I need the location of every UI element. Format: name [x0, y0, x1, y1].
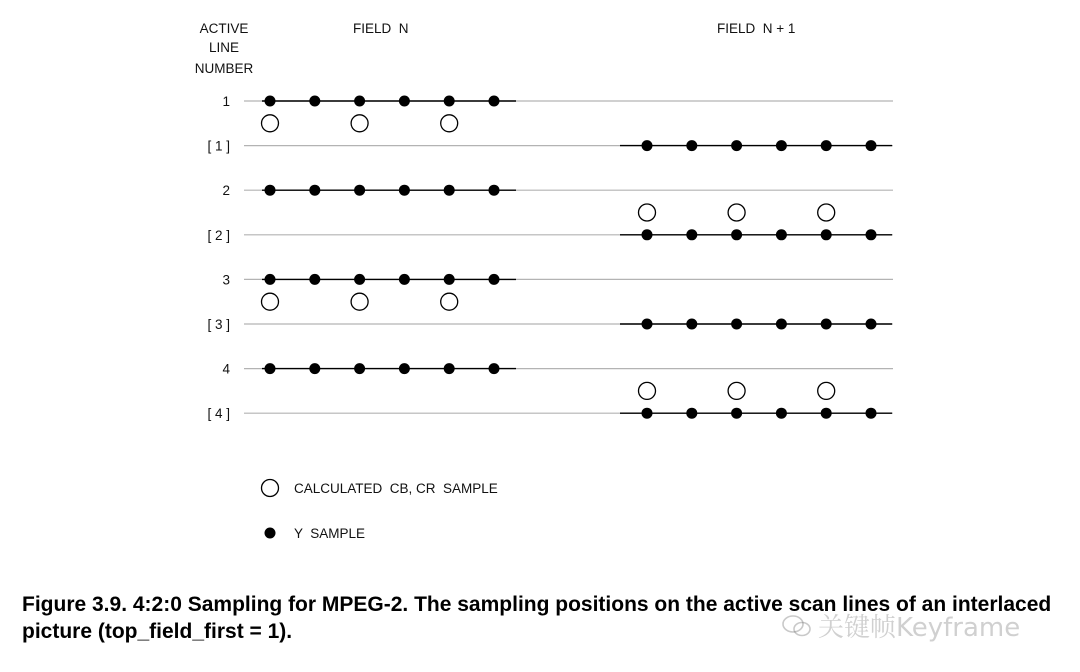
y-sample-dot	[354, 274, 365, 285]
line-number-label: [ 2 ]	[207, 227, 230, 243]
y-sample-dot	[354, 185, 365, 196]
y-sample-dot	[731, 229, 742, 240]
chroma-sample-circle	[351, 115, 368, 132]
y-sample-dot	[776, 319, 787, 330]
y-sample-dot	[399, 274, 410, 285]
y-sample-dot	[776, 140, 787, 151]
y-sample-dot	[265, 363, 276, 374]
y-sample-dot	[686, 408, 697, 419]
y-sample-dot	[642, 140, 653, 151]
chroma-sample-circle	[441, 115, 458, 132]
y-sample-dot	[866, 408, 877, 419]
y-sample-dot	[309, 96, 320, 107]
y-sample-dot	[686, 229, 697, 240]
y-sample-dot	[731, 408, 742, 419]
y-sample-dot	[821, 319, 832, 330]
y-sample-dot	[686, 319, 697, 330]
y-sample-dot	[642, 319, 653, 330]
chroma-sample-circle	[262, 293, 279, 310]
chroma-sample-circle	[351, 293, 368, 310]
y-sample-dot	[489, 96, 500, 107]
y-sample-dot	[444, 363, 455, 374]
y-sample-dot	[866, 140, 877, 151]
y-sample-dot	[399, 363, 410, 374]
y-sample-dot	[399, 96, 410, 107]
legend-luma-marker	[265, 528, 276, 539]
y-sample-dot	[444, 274, 455, 285]
active-line-number-header-2: LINE	[208, 40, 240, 55]
y-sample-dot	[309, 185, 320, 196]
y-sample-dot	[731, 140, 742, 151]
y-sample-dot	[444, 96, 455, 107]
y-sample-dot	[354, 363, 365, 374]
watermark-text: 关键帧Keyframe	[818, 613, 1021, 643]
legend-chroma-marker	[262, 480, 279, 497]
y-sample-dot	[354, 96, 365, 107]
y-sample-dot	[265, 185, 276, 196]
line-number-label: 4	[222, 361, 230, 377]
y-sample-dot	[489, 185, 500, 196]
field-n1-header: FIELD N + 1	[717, 21, 796, 36]
y-sample-dot	[265, 274, 276, 285]
chroma-sample-circle	[262, 115, 279, 132]
line-number-label: [ 4 ]	[207, 406, 230, 422]
chroma-sample-circle	[728, 204, 745, 221]
y-sample-dot	[821, 140, 832, 151]
y-sample-dot	[821, 229, 832, 240]
y-sample-dot	[776, 408, 787, 419]
chroma-sample-circle	[639, 382, 656, 399]
y-sample-dot	[776, 229, 787, 240]
y-sample-dot	[309, 363, 320, 374]
chroma-sample-circle	[728, 382, 745, 399]
y-sample-dot	[686, 140, 697, 151]
chroma-sample-circle	[639, 204, 656, 221]
chroma-sample-circle	[818, 382, 835, 399]
line-number-label: 2	[222, 183, 230, 199]
y-sample-dot	[866, 319, 877, 330]
watermark	[782, 607, 1020, 644]
y-sample-dot	[642, 229, 653, 240]
field-n-header: FIELD N	[353, 21, 409, 36]
y-sample-dot	[489, 274, 500, 285]
figure-caption: Figure 3.9. 4:2:0 Sampling for MPEG-2. The sampling positions on the active scan lines of an interlaced picture (top_field_first = 1).	[22, 593, 1052, 643]
y-sample-dot	[309, 274, 320, 285]
y-sample-dot	[489, 363, 500, 374]
legend	[262, 480, 498, 542]
active-line-number-header-3: NUMBER	[194, 61, 254, 76]
chroma-sample-circle	[441, 293, 458, 310]
line-number-label: 1	[222, 94, 230, 109]
y-sample-dot	[265, 96, 276, 107]
line-number-label: [ 3 ]	[207, 317, 230, 332]
scan-lines	[207, 94, 893, 421]
legend-luma-label: Y SAMPLE	[294, 526, 366, 541]
line-number-label: [ 1 ]	[207, 138, 230, 154]
chroma-sample-circle	[818, 204, 835, 221]
y-sample-dot	[444, 185, 455, 196]
y-sample-dot	[731, 319, 742, 330]
y-sample-dot	[399, 185, 410, 196]
line-number-label: 3	[222, 272, 230, 288]
y-sample-dot	[866, 229, 877, 240]
y-sample-dot	[821, 408, 832, 419]
y-sample-dot	[642, 408, 653, 419]
wechat-icon	[782, 614, 812, 638]
active-line-number-header-1: ACTIVE	[199, 21, 249, 36]
legend-chroma-label: CALCULATED CB, CR SAMPLE	[294, 481, 498, 496]
